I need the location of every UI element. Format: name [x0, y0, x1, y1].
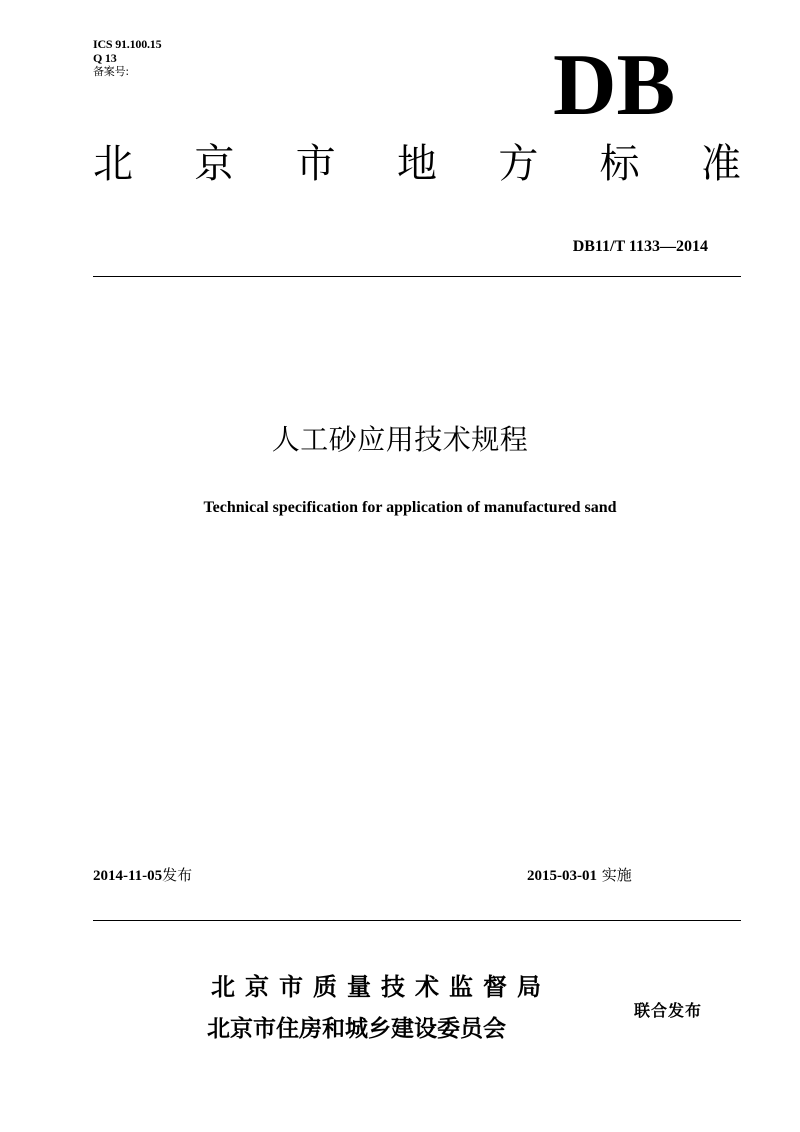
ics-code: ICS 91.100.15 [93, 37, 162, 51]
issue-date-row [93, 864, 192, 887]
standard-type-char: 地 [396, 141, 437, 187]
standard-type-heading [93, 138, 741, 190]
top-divider [93, 276, 741, 277]
implement-label: 实施 [601, 866, 632, 884]
implement-date-row [527, 864, 632, 887]
issue-label: 发布 [162, 866, 193, 884]
joint-issue-label: 联合发布 [634, 1001, 703, 1020]
issuer-org-quality-bureau: 北京市质量技术监督局 [211, 973, 551, 1001]
standard-type-char: 京 [194, 141, 235, 187]
record-number-label: 备案号: [93, 65, 129, 78]
standard-type-char: 市 [295, 141, 336, 187]
db-logo: DB [553, 37, 676, 134]
classification-code: Q 13 [93, 51, 117, 65]
document-title-english: Technical specification for application of manufactured sand [203, 499, 617, 516]
issue-date: 2014-11-05 [93, 868, 163, 884]
issuer-org-housing-commission: 北京市住房和城乡建设委员会 [207, 1016, 506, 1042]
standard-number: DB11/T 1133—2014 [572, 238, 708, 255]
bottom-divider [93, 920, 741, 921]
document-title-chinese: 人工砂应用技术规程 [271, 423, 529, 456]
standard-type-char: 方 [498, 141, 539, 187]
standard-type-char: 标 [599, 141, 640, 187]
implement-date: 2015-03-01 [527, 868, 597, 884]
standard-type-char: 北 [93, 141, 133, 187]
standard-type-char: 准 [700, 141, 741, 187]
